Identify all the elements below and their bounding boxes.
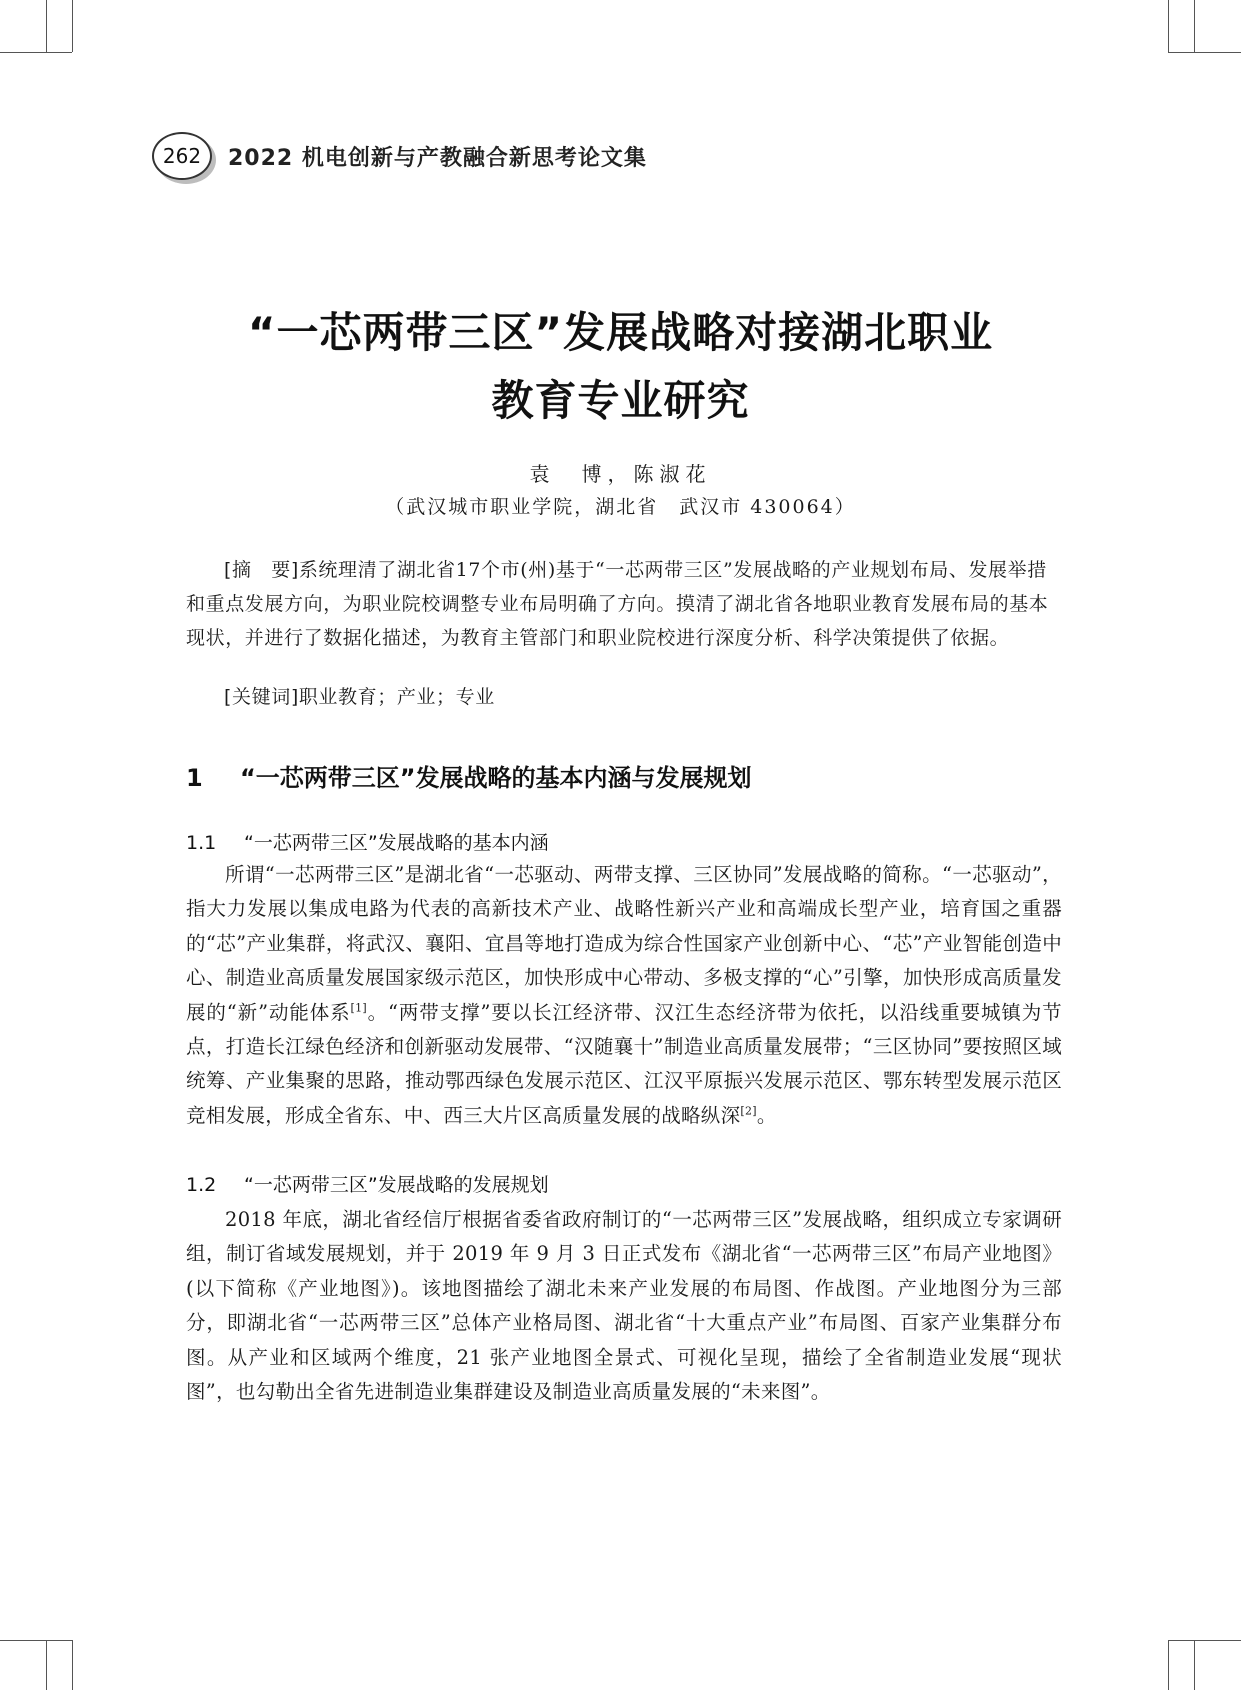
crop-mark bbox=[1168, 1640, 1169, 1690]
crop-mark bbox=[46, 0, 47, 52]
crop-mark bbox=[72, 0, 73, 52]
crop-mark bbox=[46, 1640, 47, 1690]
section-title: “一芯两带三区”发展战略的基本内涵与发展规划 bbox=[240, 764, 752, 792]
crop-mark bbox=[1168, 52, 1241, 53]
article-title-line2: 教育专业研究 bbox=[491, 376, 750, 425]
crop-mark bbox=[0, 1640, 72, 1641]
page-number: 262 bbox=[152, 132, 212, 180]
paragraph-text: 所谓“一芯两带三区”是湖北省“一芯驱动、两带支撑、三区协同”发展战略的简称。“一芯驱动”，指大力发展以集成电路为代表的高新技术产业、战略性新兴产业和高端成长型产业，培育国之重器的“芯”产业集群，将武汉、襄阳、宜昌等地打造成为综合性国家产业创新中心、“芯”产业智能创造中心、制造业高质量发展国家级示范区，加快形成中心带动、多极支撑的“心”引擎，加快形成高质量发展的“新”动能体系 bbox=[186, 863, 1062, 1024]
running-title: 2022 机电创新与产教融合新思考论文集 bbox=[228, 146, 647, 171]
subsection-heading bbox=[186, 1170, 549, 1197]
keywords-label: [关键词] bbox=[224, 686, 299, 708]
subsection-number: 1.1 bbox=[186, 832, 217, 854]
abstract-label: [摘 要] bbox=[224, 559, 299, 581]
subsection-number: 1.2 bbox=[186, 1174, 217, 1196]
paragraph-text: 。“两带支撑”要以长江经济带、汉江生态经济带为依托，以沿线重要城镇为节点，打造长江绿色经济和创新驱动发展带、“汉随襄十”制造业高质量发展带；“三区协同”要按照区域统筹、产业集聚的思路，推动鄂西绿色发展示范区、江汉平原振兴发展示范区、鄂东转型发展示范区竞相发展，形成全省东、中、西三大片区高质量发展的战略纵深 bbox=[186, 1000, 1062, 1127]
subsection-title: “一芯两带三区”发展战略的发展规划 bbox=[244, 1174, 549, 1196]
paragraph-text: 。 bbox=[756, 1103, 777, 1127]
crop-mark bbox=[72, 1640, 73, 1690]
citation-ref: [1] bbox=[350, 1001, 368, 1015]
section-number: 1 bbox=[186, 764, 203, 792]
crop-mark bbox=[1168, 1640, 1241, 1641]
abstract-text: 系统理清了湖北省17个市(州)基于“一芯两带三区”发展战略的产业规划布局、发展举措和重点发展方向，为职业院校调整专业布局明确了方向。摸清了湖北省各地职业教育发展布局的基本现状，并进行了数据化描述，为教育主管部门和职业院校进行深度分析、科学决策提供了依据。 bbox=[186, 559, 1049, 649]
affiliation: （武汉城市职业学院，湖北省 武汉市 430064） bbox=[385, 496, 856, 518]
crop-mark bbox=[1168, 0, 1169, 52]
body-paragraph bbox=[186, 858, 1062, 1133]
citation-ref: [2] bbox=[740, 1104, 757, 1118]
section-heading bbox=[186, 758, 752, 793]
subsection-title: “一芯两带三区”发展战略的基本内涵 bbox=[244, 832, 549, 854]
keywords bbox=[224, 682, 495, 709]
authors: 袁 博，陈淑花 bbox=[529, 462, 712, 486]
crop-mark bbox=[1194, 0, 1195, 52]
body-paragraph: 2018 年底，湖北省经信厅根据省委省政府制订的“一芯两带三区”发展战略，组织成立专家调研组，制订省域发展规划，并于 2019 年 9 月 3 日正式发布《湖北省“一芯两带三区”布局产业地图》(以下简称《产业地图》)。该地图描绘了湖北未来产业发展的布局图、作战图。产业地图分为三部分，即湖北省“一芯两带三区”总体产业格局图、湖北省“十大重点产业”布局图、百家产业集群分布图。从产业和区域两个维度，21 张产业地图全景式、可视化呈现，描绘了全省制造业发展“现状图”，也勾勒出全省先进制造业集群建设及制造业高质量发展的“未来图”。 bbox=[186, 1208, 1062, 1404]
crop-mark bbox=[0, 52, 72, 53]
keywords-text: 职业教育；产业；专业 bbox=[298, 686, 495, 708]
subsection-heading bbox=[186, 828, 549, 855]
abstract bbox=[186, 553, 1062, 655]
crop-mark bbox=[1194, 1640, 1195, 1690]
article-title-line1: “一芯两带三区”发展战略对接湖北职业 bbox=[247, 308, 994, 357]
